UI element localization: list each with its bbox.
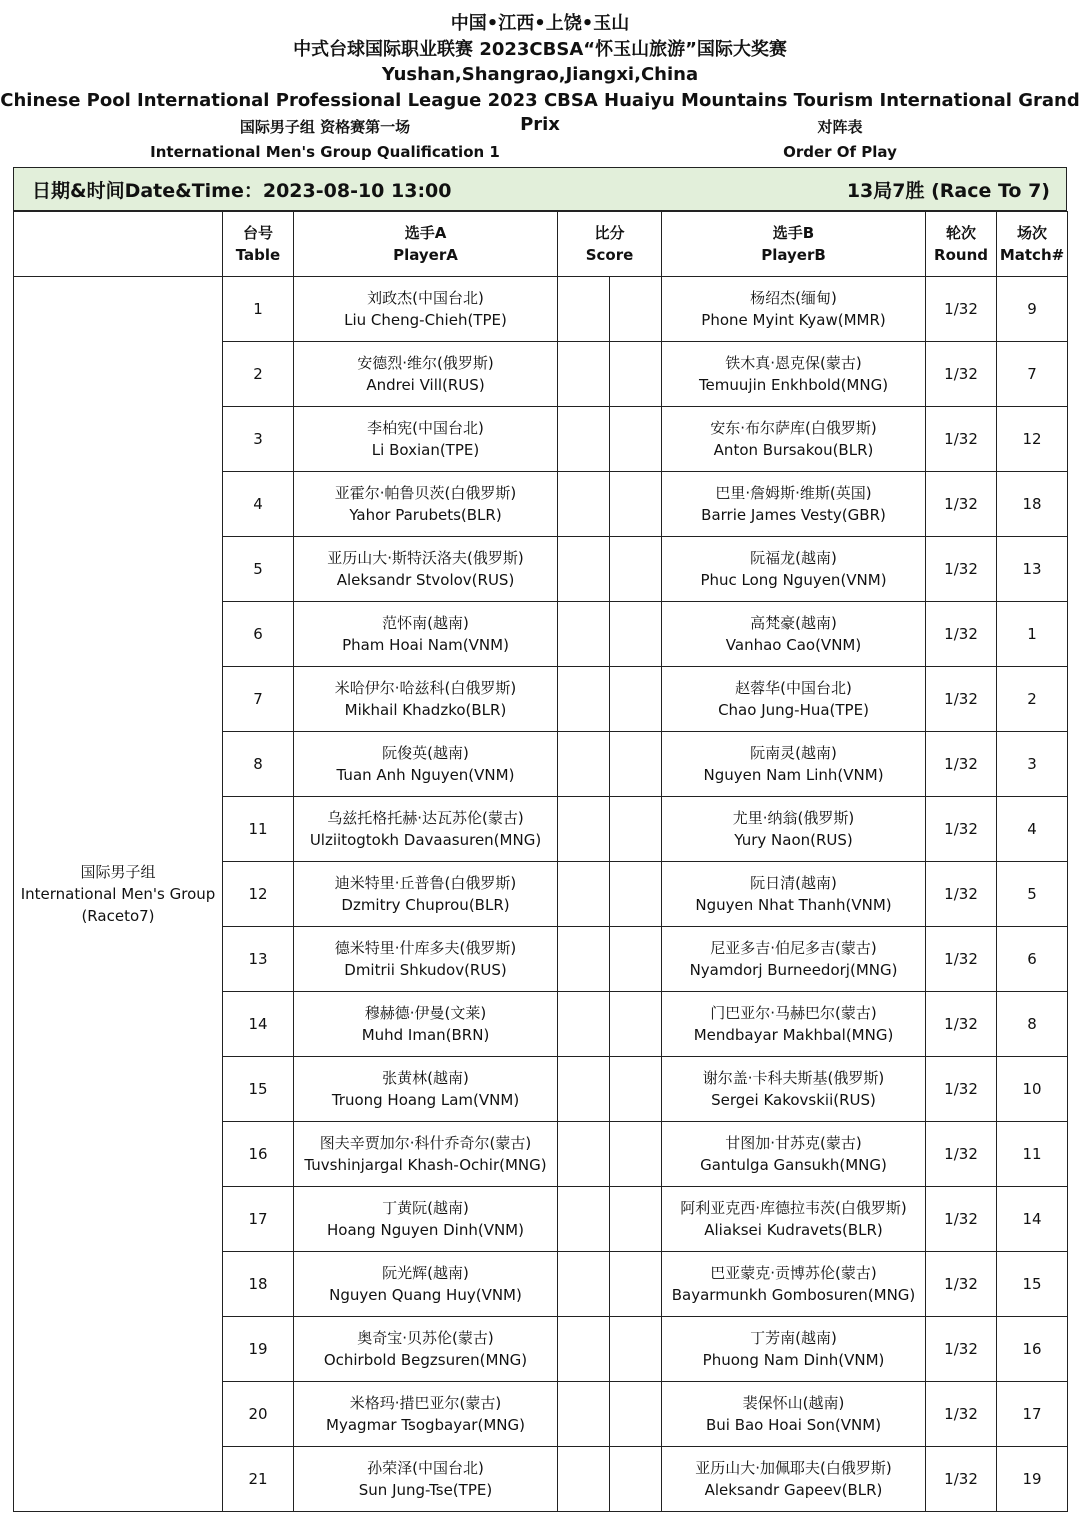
match-number: 13 — [997, 537, 1068, 602]
round-cell: 1/32 — [926, 1382, 997, 1447]
player-a — [294, 862, 558, 927]
table-row — [14, 277, 1068, 342]
player-b — [662, 472, 926, 537]
table-number: 13 — [223, 927, 294, 992]
player-b — [662, 342, 926, 407]
subtitle-orderofplay-cn: 对阵表 — [817, 118, 863, 136]
player-a-en: Muhd Iman(BRN) — [361, 1026, 490, 1044]
header-playerA: 选手A PlayerA — [294, 212, 558, 277]
round-cell: 1/32 — [926, 1252, 997, 1317]
player-b — [662, 537, 926, 602]
match-number: 16 — [997, 1317, 1068, 1382]
player-a-cn: 刘政杰(中国台北) — [367, 289, 484, 307]
match-number: 11 — [997, 1122, 1068, 1187]
player-b — [662, 797, 926, 862]
player-b — [662, 667, 926, 732]
player-b-en: Aliaksei Kudravets(BLR) — [704, 1221, 883, 1239]
player-b-en: Temuujin Enkhbold(MNG) — [698, 376, 889, 394]
match-number: 14 — [997, 1187, 1068, 1252]
match-number: 2 — [997, 667, 1068, 732]
round-cell: 1/32 — [926, 1447, 997, 1512]
player-b-cn: 裴保怀山(越南) — [742, 1394, 845, 1412]
player-b-en: Phuc Long Nguyen(VNM) — [700, 571, 887, 589]
player-b-en: Nguyen Nam Linh(VNM) — [703, 766, 884, 784]
score-a — [558, 1057, 610, 1122]
round-cell: 1/32 — [926, 602, 997, 667]
player-b-cn: 阮日清(越南) — [750, 874, 837, 892]
subtitle-orderofplay-en: Order Of Play — [783, 143, 897, 161]
round-cell: 1/32 — [926, 1122, 997, 1187]
player-b-en: Barrie James Vesty(GBR) — [701, 506, 886, 524]
player-a — [294, 342, 558, 407]
player-a — [294, 1317, 558, 1382]
score-b — [610, 1122, 662, 1187]
player-b-en: Phuong Nam Dinh(VNM) — [702, 1351, 885, 1369]
score-b — [610, 342, 662, 407]
player-b — [662, 602, 926, 667]
score-a — [558, 537, 610, 602]
round-cell: 1/32 — [926, 992, 997, 1057]
player-a-cn: 迪米特里·丘普鲁(白俄罗斯) — [334, 874, 517, 892]
player-a — [294, 1187, 558, 1252]
score-b — [610, 667, 662, 732]
order-of-play-table — [13, 211, 1068, 1512]
score-a — [558, 732, 610, 797]
table-header-row — [14, 212, 1068, 277]
match-number: 8 — [997, 992, 1068, 1057]
table-number: 19 — [223, 1317, 294, 1382]
player-b-cn: 尤里·纳翁(俄罗斯) — [732, 809, 855, 827]
title-location-en: Yushan,Shangrao,Jiangxi,China — [381, 64, 699, 85]
player-a-cn: 安德烈·维尔(俄罗斯) — [357, 354, 494, 372]
player-a-cn: 丁黄阮(越南) — [382, 1199, 469, 1217]
score-a — [558, 862, 610, 927]
player-a — [294, 472, 558, 537]
score-b — [610, 277, 662, 342]
round-cell: 1/32 — [926, 342, 997, 407]
player-a-en: Aleksandr Stvolov(RUS) — [336, 571, 515, 589]
player-a-en: Yahor Parubets(BLR) — [349, 506, 502, 524]
player-a — [294, 1057, 558, 1122]
header-score: 比分 Score — [558, 212, 662, 277]
match-number: 19 — [997, 1447, 1068, 1512]
match-number: 3 — [997, 732, 1068, 797]
player-b-en: Bayarmunkh Gombosuren(MNG) — [671, 1286, 916, 1304]
player-a-cn: 李柏宪(中国台北) — [367, 419, 484, 437]
player-a-en: Myagmar Tsogbayar(MNG) — [326, 1416, 525, 1434]
round-cell: 1/32 — [926, 1187, 997, 1252]
player-a — [294, 927, 558, 992]
player-b-cn: 安东·布尔萨库(白俄罗斯) — [710, 419, 877, 437]
player-b — [662, 1317, 926, 1382]
score-a — [558, 277, 610, 342]
round-cell: 1/32 — [926, 277, 997, 342]
player-a — [294, 992, 558, 1057]
player-b-cn: 谢尔盖·卡科夫斯基(俄罗斯) — [702, 1069, 885, 1087]
player-a-en: Ulziitogtokh Davaasuren(MNG) — [309, 831, 542, 849]
score-a — [558, 927, 610, 992]
player-a-en: Dzmitry Chuprou(BLR) — [341, 896, 510, 914]
player-a — [294, 537, 558, 602]
score-b — [610, 537, 662, 602]
table-number: 14 — [223, 992, 294, 1057]
player-b — [662, 862, 926, 927]
player-a-en: Liu Cheng-Chieh(TPE) — [344, 311, 507, 329]
player-a-cn: 亚历山大·斯特沃洛夫(俄罗斯) — [327, 549, 524, 567]
score-b — [610, 1252, 662, 1317]
player-a-cn: 阮俊英(越南) — [382, 744, 469, 762]
score-a — [558, 1317, 610, 1382]
player-a-cn: 德米特里·什库多夫(俄罗斯) — [334, 939, 517, 957]
header-table: 台号 Table — [223, 212, 294, 277]
player-b-en: Yury Naon(RUS) — [734, 831, 853, 849]
player-a — [294, 277, 558, 342]
score-a — [558, 602, 610, 667]
header-group-blank — [14, 212, 223, 277]
player-a-en: Tuvshinjargal Khash-Ochir(MNG) — [304, 1156, 547, 1174]
player-b-en: Vanhao Cao(VNM) — [725, 636, 862, 654]
table-number: 7 — [223, 667, 294, 732]
player-b — [662, 992, 926, 1057]
round-cell: 1/32 — [926, 732, 997, 797]
player-a — [294, 732, 558, 797]
player-a-cn: 米哈伊尔·哈兹科(白俄罗斯) — [334, 679, 517, 697]
player-b — [662, 1252, 926, 1317]
score-a — [558, 992, 610, 1057]
match-number: 5 — [997, 862, 1068, 927]
player-b — [662, 277, 926, 342]
player-a — [294, 407, 558, 472]
player-a-cn: 穆赫德·伊曼(文莱) — [364, 1004, 487, 1022]
player-b-cn: 亚历山大·加佩耶夫(白俄罗斯) — [695, 1459, 892, 1477]
score-b — [610, 1057, 662, 1122]
header-playerB: 选手B PlayerB — [662, 212, 926, 277]
score-a — [558, 667, 610, 732]
player-b-en: Nguyen Nhat Thanh(VNM) — [695, 896, 892, 914]
player-b-en: Phone Myint Kyaw(MMR) — [701, 311, 886, 329]
score-b — [610, 1447, 662, 1512]
player-a-en: Mikhail Khadzko(BLR) — [344, 701, 507, 719]
table-number: 20 — [223, 1382, 294, 1447]
table-number: 2 — [223, 342, 294, 407]
player-b-cn: 巴里·詹姆斯·维斯(英国) — [715, 484, 872, 502]
subtitle-group-en: International Men's Group Qualification 1 — [150, 143, 500, 161]
player-b-en: Gantulga Gansukh(MNG) — [700, 1156, 887, 1174]
score-a — [558, 342, 610, 407]
player-b-en: Sergei Kakovskii(RUS) — [711, 1091, 876, 1109]
player-b — [662, 1447, 926, 1512]
match-number: 15 — [997, 1252, 1068, 1317]
player-a-en: Hoang Nguyen Dinh(VNM) — [327, 1221, 524, 1239]
score-a — [558, 1447, 610, 1512]
player-b — [662, 1057, 926, 1122]
player-a-cn: 米格玛·措巴亚尔(蒙古) — [349, 1394, 502, 1412]
table-number: 5 — [223, 537, 294, 602]
player-a-en: Truong Hoang Lam(VNM) — [331, 1091, 520, 1109]
table-number: 3 — [223, 407, 294, 472]
player-b-en: Chao Jung-Hua(TPE) — [718, 701, 869, 719]
score-b — [610, 927, 662, 992]
round-cell: 1/32 — [926, 1317, 997, 1382]
score-a — [558, 1252, 610, 1317]
datetime-label: 日期&时间Date&Time：2023-08-10 13:00 — [32, 179, 452, 202]
player-a-en: Sun Jung-Tse(TPE) — [358, 1481, 493, 1499]
player-b — [662, 1122, 926, 1187]
player-b-cn: 阿利亚克西·库德拉韦茨(白俄罗斯) — [680, 1199, 907, 1217]
score-b — [610, 797, 662, 862]
player-a-cn: 孙荣泽(中国台北) — [367, 1459, 484, 1477]
player-b-en: Nyamdorj Burneedorj(MNG) — [689, 961, 898, 979]
header-match: 场次 Match# — [997, 212, 1068, 277]
player-a-cn: 范怀南(越南) — [382, 614, 469, 632]
score-b — [610, 1382, 662, 1447]
table-number: 1 — [223, 277, 294, 342]
player-a — [294, 1382, 558, 1447]
round-cell: 1/32 — [926, 1057, 997, 1122]
round-cell: 1/32 — [926, 797, 997, 862]
match-number: 4 — [997, 797, 1068, 862]
score-b — [610, 1187, 662, 1252]
score-a — [558, 1382, 610, 1447]
round-cell: 1/32 — [926, 537, 997, 602]
score-a — [558, 407, 610, 472]
table-number: 4 — [223, 472, 294, 537]
group-cell — [14, 277, 223, 1512]
player-b-cn: 丁芳南(越南) — [750, 1329, 837, 1347]
score-b — [610, 732, 662, 797]
match-number: 10 — [997, 1057, 1068, 1122]
player-a-cn: 乌兹托格托赫·达瓦苏伦(蒙古) — [327, 809, 524, 827]
player-a-en: Andrei Vill(RUS) — [366, 376, 485, 394]
score-a — [558, 1122, 610, 1187]
player-b-cn: 铁木真·恩克保(蒙古) — [725, 354, 862, 372]
group-en: International Men's Group — [20, 885, 216, 903]
round-cell: 1/32 — [926, 407, 997, 472]
table-number: 8 — [223, 732, 294, 797]
table-number: 6 — [223, 602, 294, 667]
player-a-cn: 亚霍尔·帕鲁贝茨(白俄罗斯) — [334, 484, 517, 502]
player-a — [294, 1447, 558, 1512]
player-a-cn: 奥奇宝·贝苏伦(蒙古) — [357, 1329, 494, 1347]
group-cn: 国际男子组 — [80, 863, 156, 881]
player-b-cn: 尼亚多吉·伯尼多吉(蒙古) — [710, 939, 877, 957]
score-b — [610, 992, 662, 1057]
score-a — [558, 797, 610, 862]
title-location-cn: 中国•江西•上饶•玉山 — [450, 13, 630, 34]
score-b — [610, 602, 662, 667]
score-b — [610, 862, 662, 927]
player-b-cn: 门巴亚尔·马赫巴尔(蒙古) — [710, 1004, 877, 1022]
player-a — [294, 602, 558, 667]
table-number: 11 — [223, 797, 294, 862]
player-b-cn: 高梵豪(越南) — [750, 614, 837, 632]
score-b — [610, 472, 662, 537]
player-b-cn: 巴亚蒙克·贡博苏伦(蒙古) — [710, 1264, 877, 1282]
player-b-en: Aleksandr Gapeev(BLR) — [704, 1481, 883, 1499]
player-b-cn: 甘图加·甘苏克(蒙古) — [725, 1134, 862, 1152]
player-b — [662, 1382, 926, 1447]
player-a-cn: 阮光辉(越南) — [382, 1264, 469, 1282]
match-number: 12 — [997, 407, 1068, 472]
datetime-band — [13, 167, 1067, 211]
title-event-cn: 中式台球国际职业联赛 2023CBSA“怀玉山旅游”国际大奖赛 — [293, 39, 787, 60]
player-a — [294, 1252, 558, 1317]
round-cell: 1/32 — [926, 927, 997, 992]
player-a-en: Dmitrii Shkudov(RUS) — [344, 961, 507, 979]
table-number: 21 — [223, 1447, 294, 1512]
match-number: 6 — [997, 927, 1068, 992]
match-number: 17 — [997, 1382, 1068, 1447]
player-a-cn: 图夫辛贾加尔·科什乔奇尔(蒙古) — [319, 1134, 532, 1152]
score-a — [558, 1187, 610, 1252]
player-b-cn: 阮南灵(越南) — [750, 744, 837, 762]
player-a — [294, 1122, 558, 1187]
score-b — [610, 407, 662, 472]
player-a-en: Ochirbold Begzsuren(MNG) — [323, 1351, 528, 1369]
round-cell: 1/32 — [926, 472, 997, 537]
player-b-en: Bui Bao Hoai Son(VNM) — [705, 1416, 882, 1434]
player-a-en: Li Boxian(TPE) — [371, 441, 480, 459]
player-a-en: Nguyen Quang Huy(VNM) — [329, 1286, 522, 1304]
match-number: 18 — [997, 472, 1068, 537]
round-cell: 1/32 — [926, 667, 997, 732]
player-a-cn: 张黄林(越南) — [382, 1069, 469, 1087]
player-b — [662, 927, 926, 992]
table-number: 15 — [223, 1057, 294, 1122]
player-b — [662, 732, 926, 797]
table-number: 16 — [223, 1122, 294, 1187]
header-round: 轮次 Round — [926, 212, 997, 277]
player-a-en: Pham Hoai Nam(VNM) — [342, 636, 509, 654]
title-event-en: Chinese Pool International Professional League 2023 CBSA Huaiyu Mountains Tourism International Grand Prix — [0, 90, 1080, 135]
score-a — [558, 472, 610, 537]
table-number: 17 — [223, 1187, 294, 1252]
match-number: 7 — [997, 342, 1068, 407]
player-b-cn: 阮福龙(越南) — [750, 549, 837, 567]
subtitle-group-cn: 国际男子组 资格赛第一场 — [239, 118, 411, 136]
player-a-en: Tuan Anh Nguyen(VNM) — [336, 766, 515, 784]
player-b — [662, 407, 926, 472]
player-a — [294, 667, 558, 732]
group-race: (Raceto7) — [81, 907, 155, 925]
match-number: 9 — [997, 277, 1068, 342]
player-b-cn: 杨绍杰(缅甸) — [750, 289, 837, 307]
score-b — [610, 1317, 662, 1382]
player-b — [662, 1187, 926, 1252]
player-a — [294, 797, 558, 862]
table-number: 18 — [223, 1252, 294, 1317]
match-number: 1 — [997, 602, 1068, 667]
round-cell: 1/32 — [926, 862, 997, 927]
table-number: 12 — [223, 862, 294, 927]
player-b-en: Mendbayar Makhbal(MNG) — [693, 1026, 894, 1044]
player-b-cn: 赵蓉华(中国台北) — [735, 679, 852, 697]
race-format: 13局7胜 (Race To 7) — [846, 179, 1050, 202]
player-b-en: Anton Bursakou(BLR) — [713, 441, 874, 459]
